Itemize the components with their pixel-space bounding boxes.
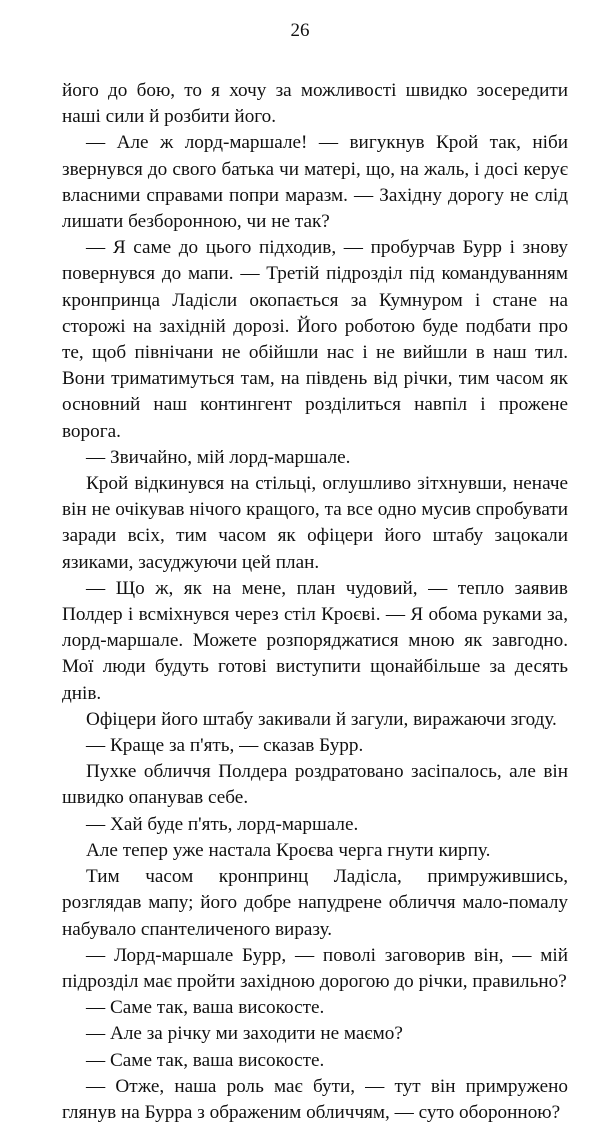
paragraph: — Але за річку ми заходити не маємо? bbox=[86, 1023, 403, 1045]
page-number: 26 bbox=[290, 20, 310, 41]
paragraph: — Звичайно, мій лорд-маршале. bbox=[86, 446, 351, 468]
paragraph: — Хай буде п'ять, лорд-маршале. bbox=[86, 813, 359, 835]
paragraph: Тим часом кронпринц Ладісла, примружившись, розглядав мапу; його добре напудрене обличчя мало-помалу набувало спантеличеного виразу. bbox=[62, 866, 568, 940]
paragraph: Але тепер уже настала Кроєва черга гнути кирпу. bbox=[86, 839, 491, 861]
page-text bbox=[62, 78, 568, 1126]
paragraph: — Що ж, як на мене, план чудовий, — тепло заявив Полдер і всміхнувся через стіл Кроєві. — Я обома руками за, лорд-маршале. Можете розпоряджатися мною як завгодно. Мої люди будуть готові виступити щонайбільше за десять днів. bbox=[62, 577, 568, 704]
paragraph: Крой відкинувся на стільці, оглушливо зітхнувши, неначе він не очікував нічого кращого, та все одно мусив спробувати заради всіх, тим часом як офіцери його штабу зацокали язиками, засуджуючи цей план. bbox=[62, 473, 568, 573]
paragraph: — Саме так, ваша високосте. bbox=[86, 1049, 325, 1071]
paragraph: — Саме так, ваша високосте. bbox=[86, 997, 325, 1019]
paragraph: — Краще за п'ять, — сказав Бурр. bbox=[86, 735, 364, 757]
paragraph: Пухке обличчя Полдера роздратовано засіпалось, але він швидко опанував себе. bbox=[62, 761, 568, 809]
paragraph: Офіцери його штабу закивали й загули, виражаючи згоду. bbox=[86, 708, 557, 730]
paragraph: — Я саме до цього підходив, — пробурчав Бурр і знову повернувся до мапи. — Третій підрозділ під командуванням кронпринца Ладісли окопається за Кумнуром і стане на сторожі на західній дорозі. Його роботою буде подбати про те, щоб північани не обійшли нас і не вийшли в наш тил. Вони триматимуться там, на південь від річки, тим часом як основний наш контингент розділиться навпіл і прожене ворога. bbox=[62, 237, 568, 442]
paragraph: — Але ж лорд-маршале! — вигукнув Крой так, ніби звернувся до свого батька чи матері, що, на жаль, і досі керує власними справами попри маразм. — Західну дорогу не слід лишати безборонною, чи не так? bbox=[62, 132, 568, 233]
paragraph: його до бою, то я хочу за можливості швидко зосередити наші сили й розбити його. bbox=[62, 80, 568, 128]
paragraph: — Лорд-маршале Бурр, — поволі заговорив він, — мій підрозділ має пройти західною дорогою до річки, правильно? bbox=[62, 944, 568, 992]
paragraph: — Отже, наша роль має бути, — тут він примружено глянув на Бурра з ображеним обличчям, — суто оборонною? bbox=[62, 1075, 568, 1123]
